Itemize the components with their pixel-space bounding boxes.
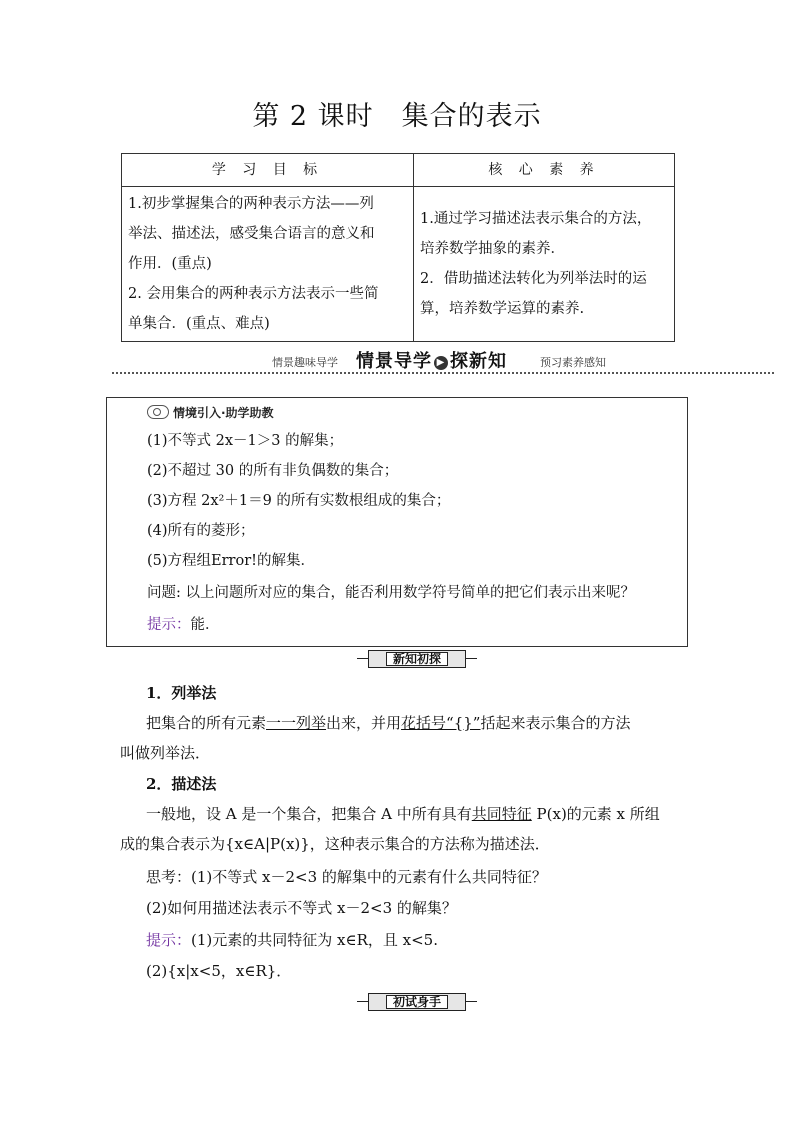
text-run: 出来，并用 [326, 714, 402, 732]
heading-description: 2．描述法 [146, 775, 217, 793]
section-tag-label: 初试身手 [386, 995, 448, 1009]
think-question-1: 思考：(1)不等式 x－2<3 的解集中的元素有什么共同特征？ [146, 868, 547, 886]
hint-label: 提示： [146, 931, 192, 949]
banner-title-part1: 情景导学 [356, 351, 432, 372]
section-tag-new-knowledge [368, 650, 466, 668]
text-run: P(x)的元素 x 所组 [531, 805, 660, 823]
intro-heading-text: 情境引入·助学助教 [173, 406, 274, 420]
literacy-line: 1.通过学习描述法表示集合的方法， [420, 211, 652, 227]
banner-right-caption: 预习素养感知 [540, 356, 606, 369]
underlined-term: 共同特征 [471, 805, 532, 823]
answer-1 [146, 929, 438, 950]
literacy-line: 2．借助描述法转化为列举法时的运 [420, 271, 647, 287]
underlined-term: 一一列举 [266, 714, 327, 732]
intro-question: 问题: 以上问题所对应的集合，能否利用数学符号简单的把它们表示出来呢？ [147, 585, 635, 601]
intro-item: (5)方程组Error!的解集． [147, 553, 315, 569]
banner-left-caption: 情景趣味导学 [272, 356, 338, 369]
goals-line: 举法、描述法，感受集合语言的意义和 [128, 226, 375, 242]
answer-2: (2){x|x<5，x∈R}． [146, 962, 292, 980]
literacy-line: 算，培养数学运算的素养. [420, 301, 585, 317]
text-run: 一般地，设 A 是一个集合，把集合 A 中所有具有 [146, 805, 472, 823]
section-banner [112, 350, 774, 376]
heading-enumeration: 1．列举法 [146, 684, 217, 702]
goals-line: 单集合．(重点、难点) [128, 316, 270, 332]
description-definition [146, 803, 660, 824]
enumeration-definition [146, 712, 631, 733]
text-run: 把集合的所有元素 [146, 714, 267, 732]
goals-line: 2. 会用集合的两种表示方法表示一些简 [128, 286, 379, 302]
intro-hint [147, 613, 220, 634]
literacy-cell [414, 187, 675, 342]
goals-line: 1.初步掌握集合的两种表示方法——列 [128, 196, 374, 212]
description-definition-cont: 成的集合表示为{x∈A|P(x)}，这种表示集合的方法称为描述法． [120, 835, 550, 853]
goals-table [121, 153, 675, 342]
text-run: 括起来表示集合的方法 [480, 714, 631, 732]
hint-label: 提示： [147, 617, 191, 633]
answer-text: (1)元素的共同特征为 x∈R，且 x<5. [191, 931, 438, 949]
intro-item: (3)方程 2x²＋1＝9 的所有实数根组成的集合； [147, 493, 451, 509]
intro-item: (1)不等式 2x－1＞3 的解集； [147, 433, 344, 449]
literacy-line: 培养数学抽象的素养． [420, 241, 565, 257]
literacy-header: 核 心 素 养 [414, 154, 675, 187]
eye-icon [147, 405, 169, 419]
goals-header: 学 习 目 标 [122, 154, 414, 187]
enumeration-definition-cont: 叫做列举法． [120, 744, 211, 762]
page-title: 第 2 课时 集合的表示 [252, 101, 542, 132]
intro-item: (2)不超过 30 的所有非负偶数的集合； [147, 463, 399, 479]
section-tag-try [368, 993, 466, 1011]
think-question-2: (2)如何用描述法表示不等式 x－2<3 的解集？ [146, 899, 457, 917]
arrow-icon: ▶ [434, 356, 448, 370]
intro-heading [147, 404, 274, 421]
underlined-term: 花括号“{}” [401, 714, 481, 732]
intro-box [106, 397, 688, 647]
banner-title-part2: 探新知 [450, 351, 507, 372]
banner-title [356, 347, 507, 373]
goals-cell [122, 187, 414, 342]
intro-item: (4)所有的菱形； [147, 523, 255, 539]
goals-line: 作用．(重点) [128, 256, 212, 272]
hint-text: 能． [190, 617, 220, 633]
section-tag-label: 新知初探 [386, 652, 448, 666]
